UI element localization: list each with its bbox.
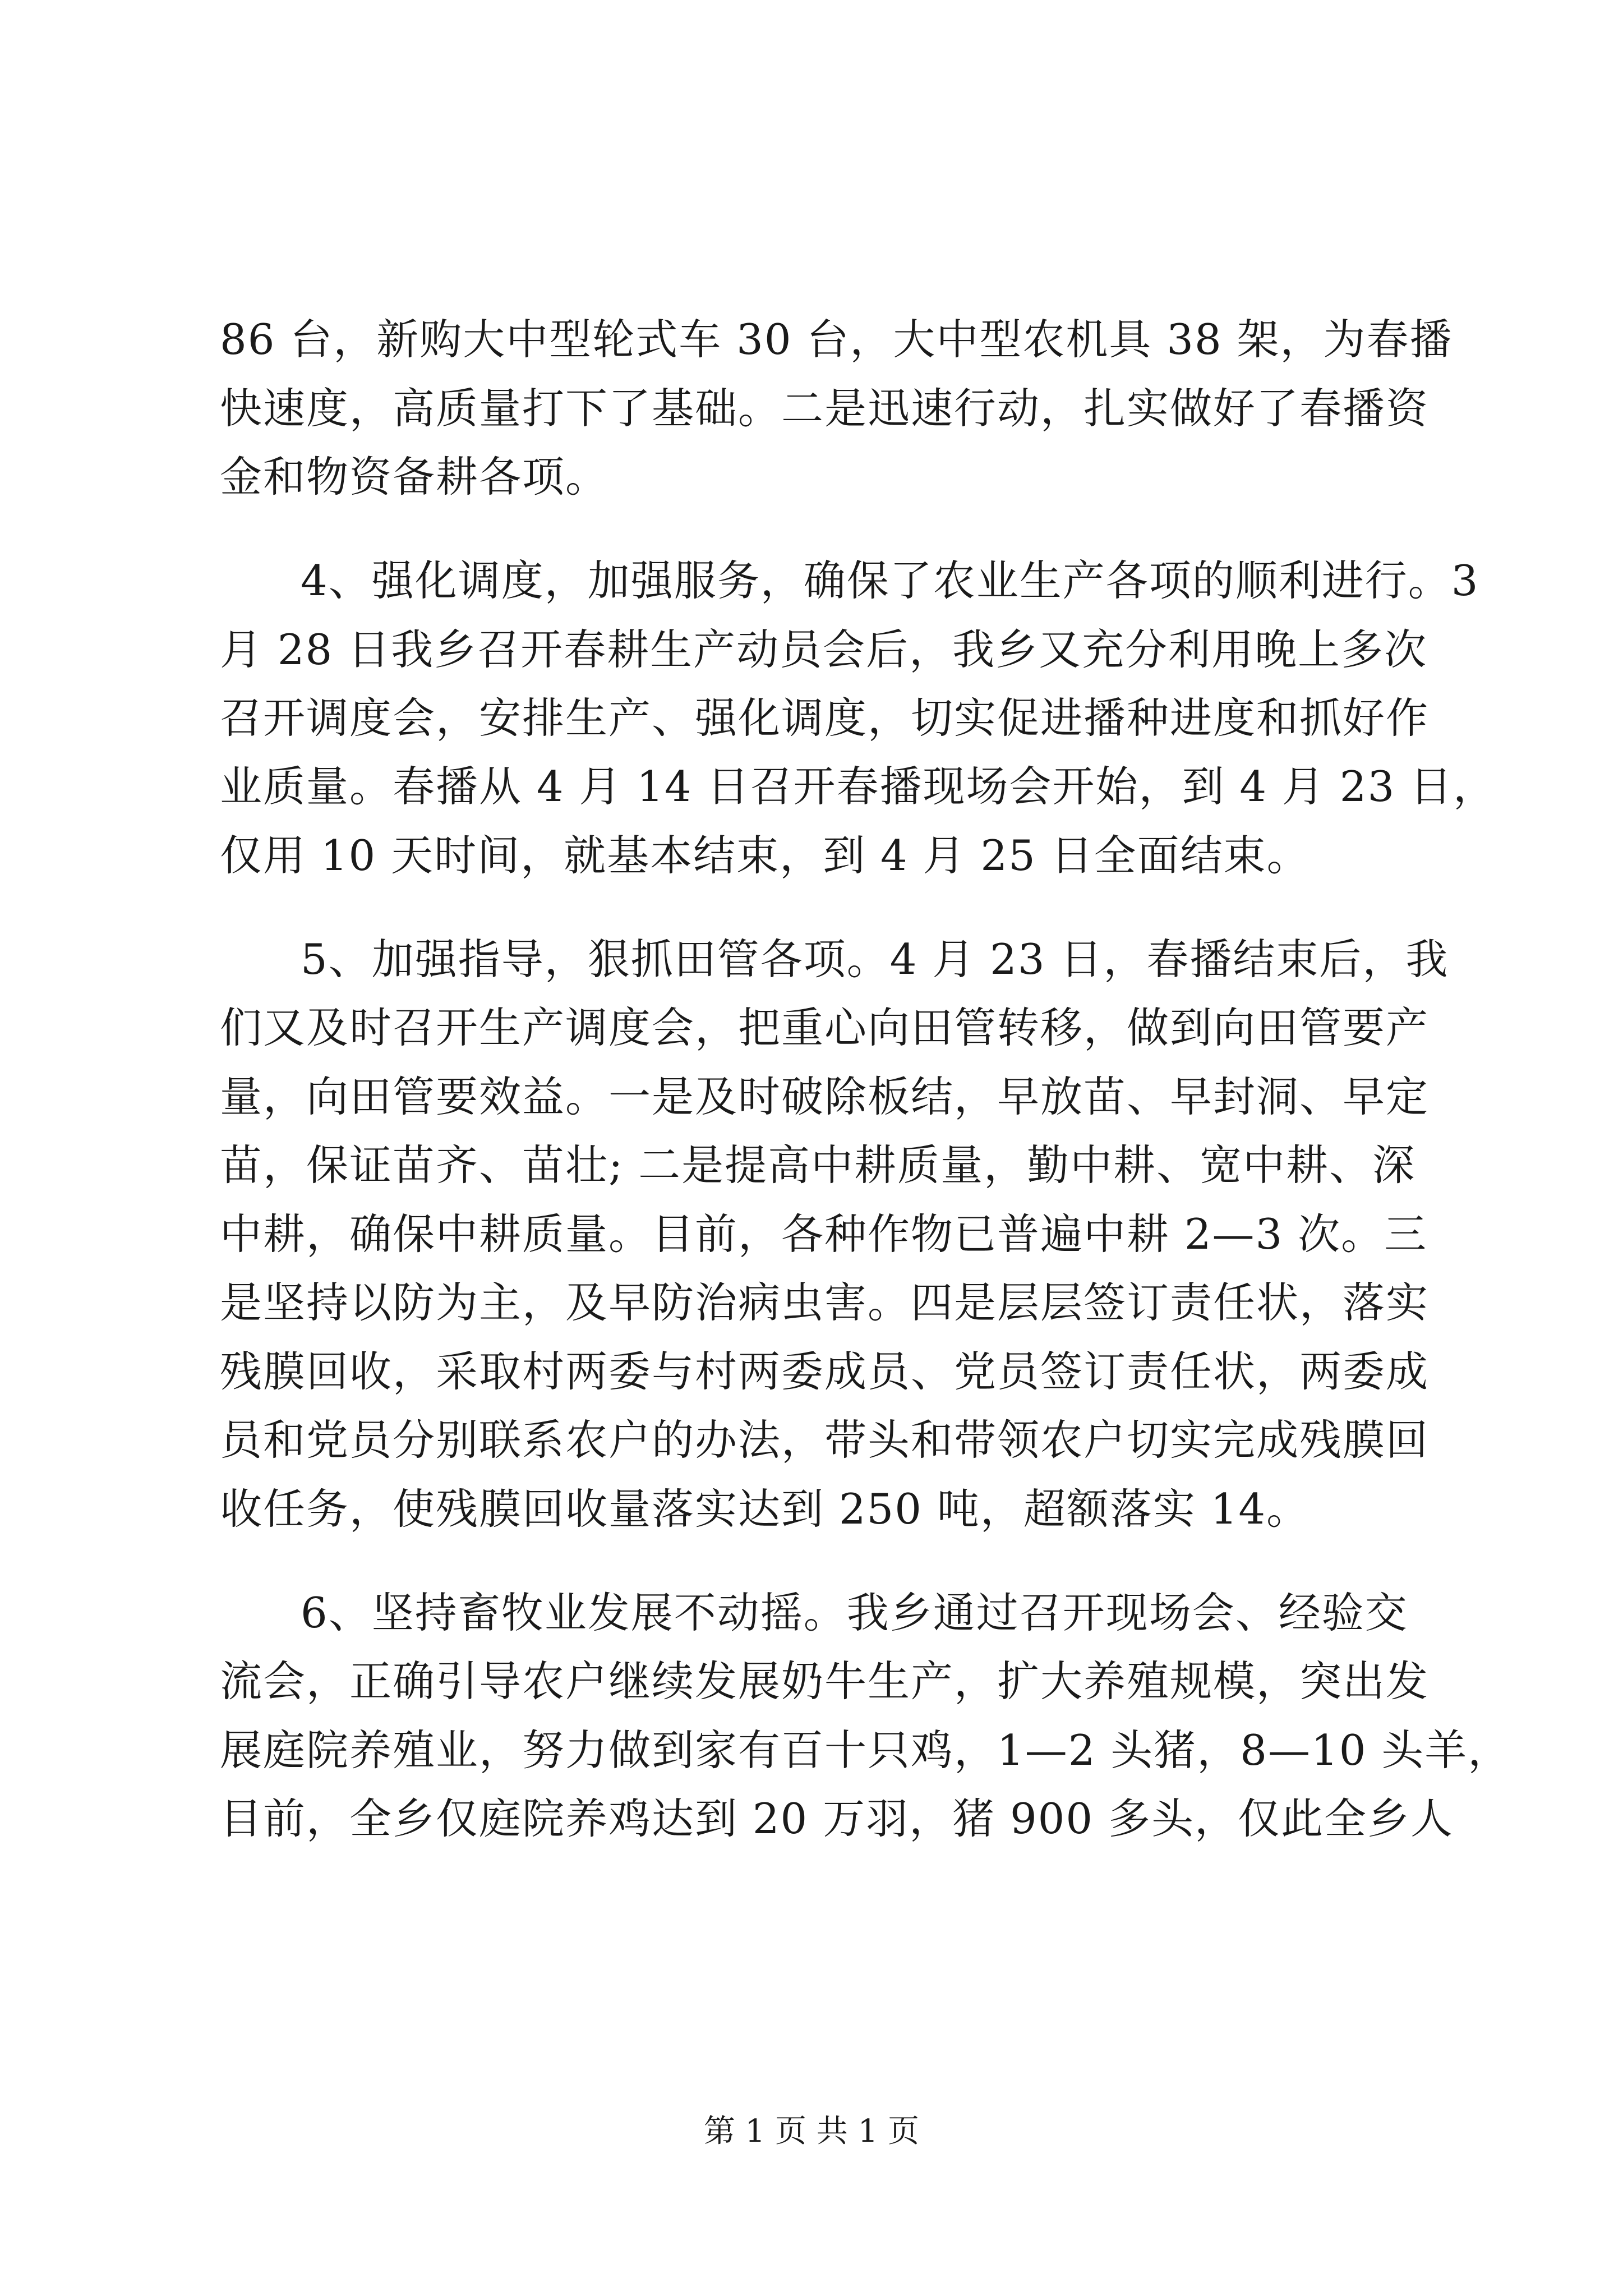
text-line: 们又及时召开生产调度会，把重心向田管转移，做到向田管要产	[220, 1003, 1430, 1052]
text-line: 流会，正确引导农户继续发展奶牛生产，扩大养殖规模，突出发	[220, 1657, 1430, 1706]
text-line: 86 台，新购大中型轮式车 30 台，大中型农机具 38 架，为春播	[220, 315, 1453, 364]
text-line: 金和物资备耕各项。	[220, 452, 609, 501]
paragraph-start-line: 6、坚持畜牧业发展不动摇。我乡通过召开现场会、经验交	[301, 1588, 1408, 1637]
text-line: 仅用 10 天时间，就基本结束，到 4 月 25 日全面结束。	[220, 831, 1310, 880]
page-footer: 第 1 页 共 1 页	[703, 2113, 920, 2150]
paragraph-start-line: 5、加强指导，狠抓田管各项。4 月 23 日，春播结束后，我	[301, 935, 1449, 984]
text-line: 苗，保证苗齐、苗壮; 二是提高中耕质量，勤中耕、宽中耕、深	[220, 1140, 1416, 1190]
text-line: 召开调度会，安排生产、强化调度，切实促进播种进度和抓好作	[220, 693, 1430, 743]
text-line: 残膜回收，采取村两委与村两委成员、党员签订责任状，两委成	[220, 1347, 1430, 1396]
text-line: 快速度，高质量打下了基础。二是迅速行动，扎实做好了春播资	[220, 384, 1430, 433]
text-line: 月 28 日我乡召开春耕生产动员会后，我乡又充分利用晚上多次	[220, 625, 1428, 674]
text-line: 员和党员分别联系农户的办法，带头和带领农户切实完成残膜回	[220, 1415, 1430, 1465]
text-line: 是坚持以防为主，及早防治病虫害。四是层层签订责任状，落实	[220, 1278, 1430, 1327]
text-line: 目前，全乡仅庭院养鸡达到 20 万羽，猪 900 多头，仅此全乡人	[220, 1794, 1454, 1843]
text-line: 业质量。春播从 4 月 14 日召开春播现场会开始，到 4 月 23 日，	[220, 762, 1497, 811]
text-line: 收任务，使残膜回收量落实达到 250 吨，超额落实 14。	[220, 1484, 1310, 1534]
text-line: 展庭院养殖业，努力做到家有百十只鸡，1—2 头猪，8—10 头羊，	[220, 1726, 1511, 1775]
paragraph-start-line: 4、强化调度，加强服务，确保了农业生产各项的顺利进行。3	[301, 556, 1479, 605]
text-line: 量，向田管要效益。一是及时破除板结，早放苗、早封洞、早定	[220, 1072, 1430, 1121]
text-line: 中耕，确保中耕质量。目前，各种作物已普遍中耕 2—3 次。三	[220, 1209, 1428, 1259]
